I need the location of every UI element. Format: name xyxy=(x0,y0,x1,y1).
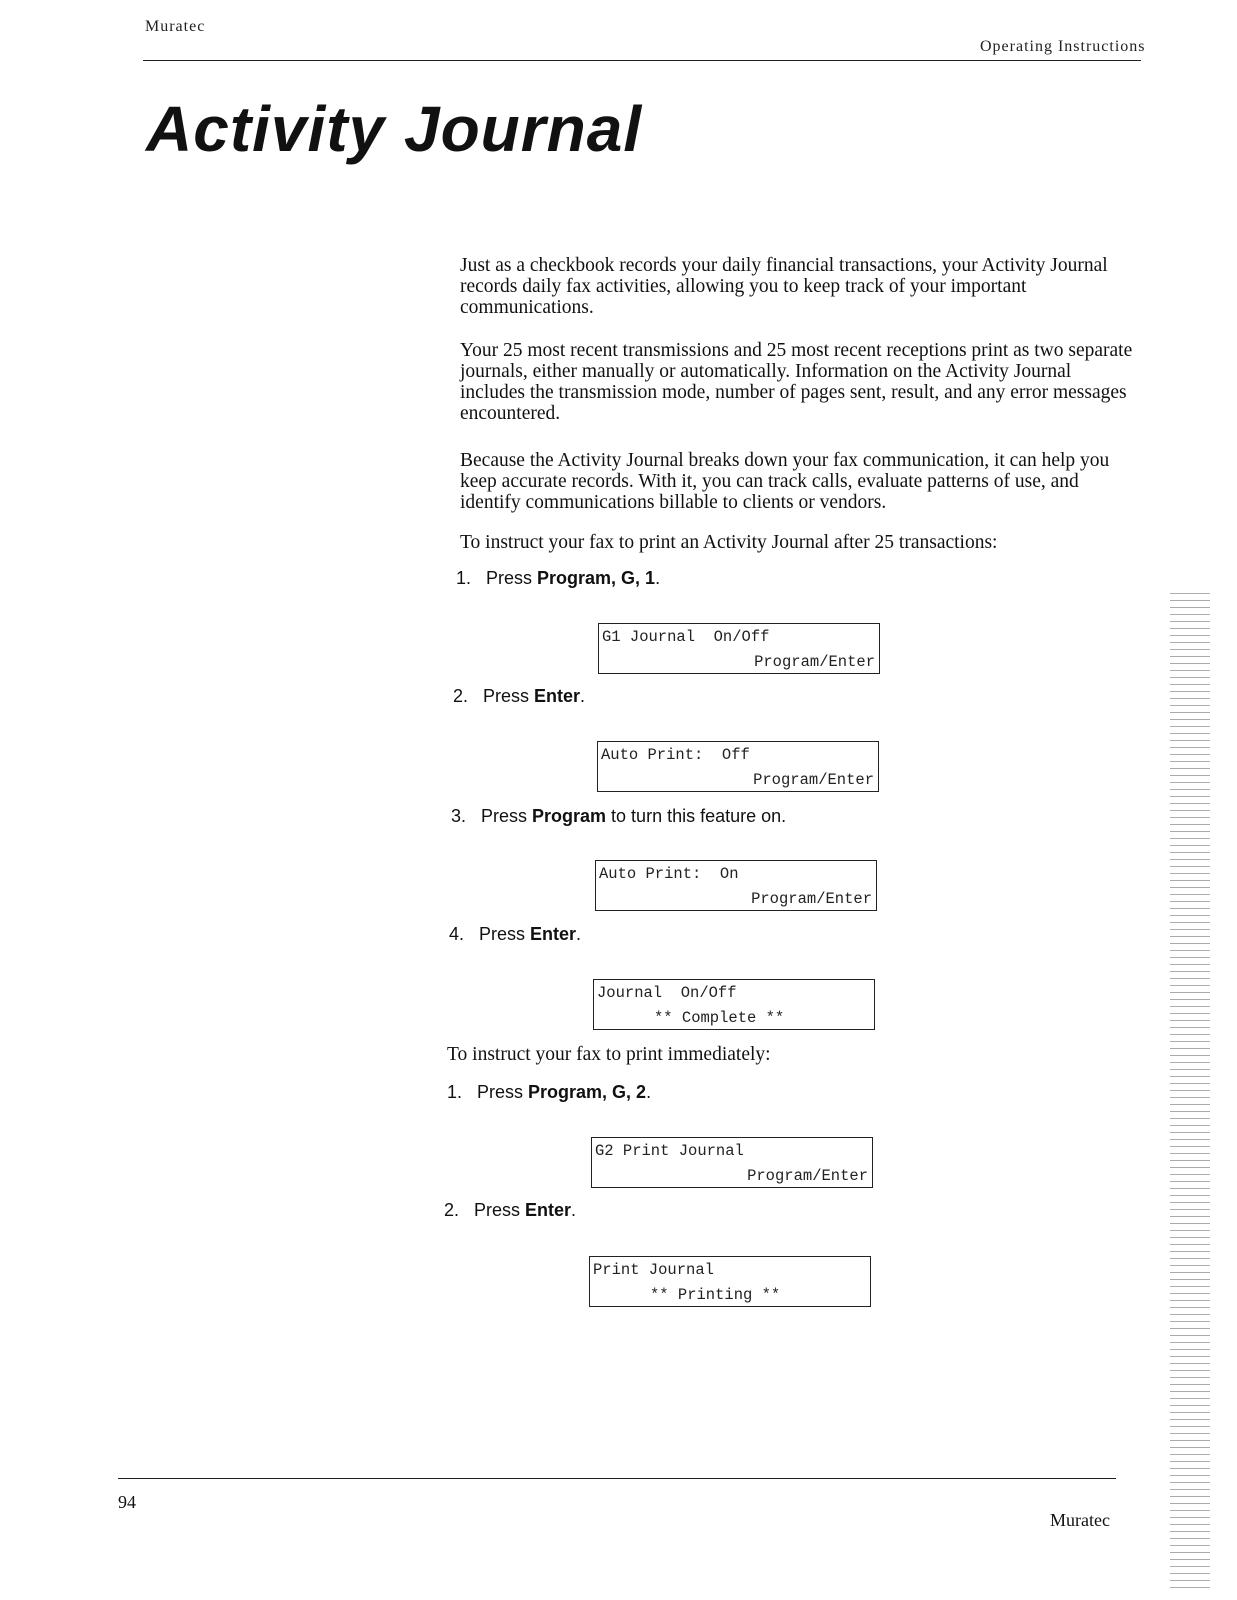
header-rule xyxy=(143,60,1141,61)
lcd-display-auto-off: Auto Print: Off Program/Enter xyxy=(597,741,879,792)
step-a1: 1. Press Program, G, 1. xyxy=(456,568,661,588)
lcd-display-auto-on: Auto Print: On Program/Enter xyxy=(595,860,877,911)
footer-brand: Muratec xyxy=(1050,1510,1110,1530)
paragraph-records: Because the Activity Journal breaks down your fax communication, it can help you keep accurate records. With it, you can track calls, evaluate patterns of use, and identify communications billable to clients or vendors. xyxy=(460,450,1110,513)
lcd-display-printing: Print Journal ** Printing ** xyxy=(589,1256,871,1307)
paragraph-instruct-immediate: To instruct your fax to print immediately: xyxy=(447,1044,771,1065)
lcd-display-complete: Journal On/Off ** Complete ** xyxy=(593,979,875,1030)
page-number: 94 xyxy=(118,1492,136,1512)
page-title: Activity Journal xyxy=(146,93,643,165)
header-section: Operating Instructions xyxy=(980,38,1146,55)
paragraph-journals: Your 25 most recent transmissions and 25 most recent receptions print as two separate journals, either manually or automatically. Information on the Activity Journal includes the transmission mode, number of pages sent, result, and any error messages encountered. xyxy=(460,340,1133,424)
step-b2: 2. Press Enter. xyxy=(444,1200,577,1220)
step-a3: 3. Press Program to turn this feature on. xyxy=(451,806,787,826)
header-brand: Muratec xyxy=(145,18,206,35)
paragraph-instruct-auto: To instruct your fax to print an Activity Journal after 25 transactions: xyxy=(460,532,998,553)
lcd-display-g2: G2 Print Journal Program/Enter xyxy=(591,1137,873,1188)
lcd-display-g1: G1 Journal On/Off Program/Enter xyxy=(598,623,880,674)
step-a2: 2. Press Enter. xyxy=(453,686,586,706)
scan-edge-artifact xyxy=(1170,590,1210,1590)
paragraph-intro: Just as a checkbook records your daily financial transactions, your Activity Journal records daily fax activities, allowing you to keep track of your important communications. xyxy=(460,255,1108,318)
step-a4: 4. Press Enter. xyxy=(449,924,582,944)
step-b1: 1. Press Program, G, 2. xyxy=(447,1082,652,1102)
footer-rule xyxy=(118,1478,1116,1479)
